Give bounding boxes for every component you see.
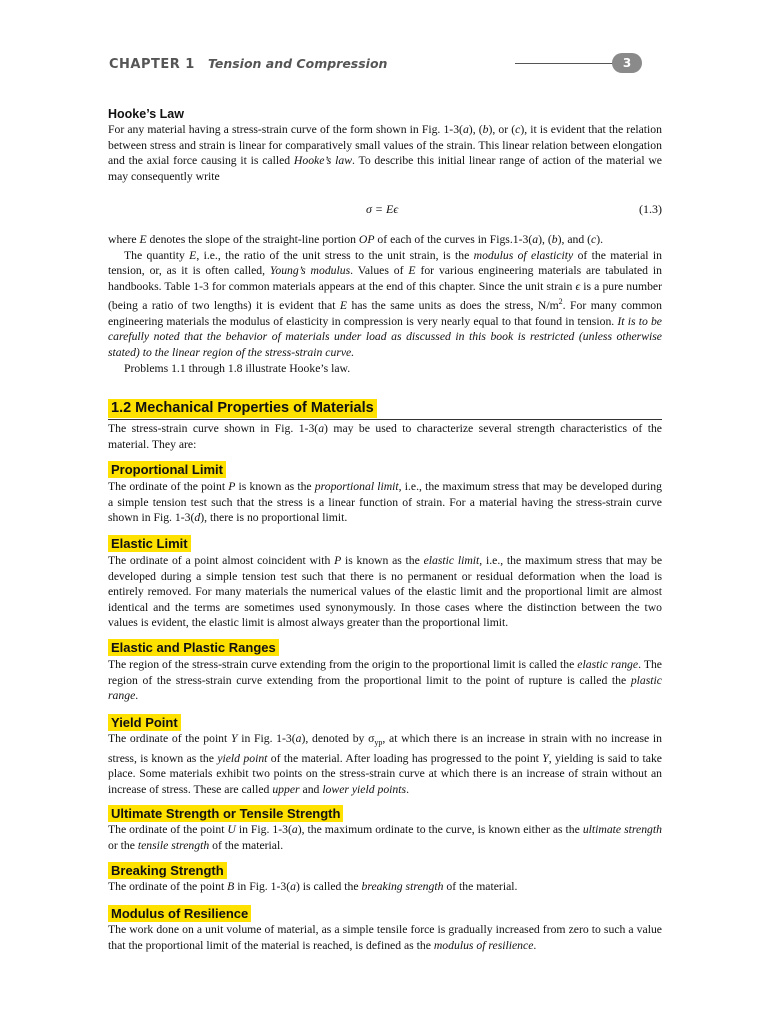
proportional-limit-heading: Proportional Limit [108,461,226,478]
section-heading [108,399,662,420]
breaking-strength-heading: Breaking Strength [108,862,227,879]
ultimate-strength-text: The ordinate of the point U in Fig. 1-3(a), the maximum ordinate to the curve, is known either as the ultimate strength or the tensile strength of the material. [108,823,662,852]
proportional-limit-text: The ordinate of the point P is known as the proportional limit, i.e., the maximum stress that may be developed during a simple tension test such that the stress is a linear function of strain. For a material having the stress-strain curve shown in Fig. 1-3(d), there is no proportional limit. [108,480,662,525]
elastic-plastic-ranges-text: The region of the stress-strain curve extending from the origin to the proportional limit is called the elastic range. The region of the stress-strain curve extending from the proportional limit to the point of rupture is called the plastic range. [108,658,662,703]
yield-point-heading: Yield Point [108,714,181,731]
equation-number: (1.3) [639,202,662,216]
elastic-limit-text: The ordinate of a point almost coincident with P is known as the elastic limit, i.e., the maximum stress that may be developed during a simple tension test such that there is no permanent or residual deformation when the load is entirely removed. For many materials the numerical values of the elastic limit and the proportional limit are almost identical and the terms are sometimes used synonymously. In those cases where the distinction between the two values is evident, the elastic limit is almost always greater than the proportional limit. [108,554,663,630]
elastic-limit-heading: Elastic Limit [108,535,191,552]
section-intro: The stress-strain curve shown in Fig. 1-3(a) may be used to characterize several strength characteristics of the material. They are: [108,422,662,451]
header-rule [515,63,625,64]
problems-reference: Problems 1.1 through 1.8 illustrate Hooke’s law. [124,361,351,375]
ultimate-strength-heading: Ultimate Strength or Tensile Strength [108,805,343,822]
modulus-of-resilience-heading: Modulus of Resilience [108,905,251,922]
modulus-of-resilience-text: The work done on a unit volume of material, as a simple tensile force is gradually increased from zero to such a value that the proportional limit of the material is reached, is defined as the modulus of resilience. [108,923,662,952]
breaking-strength-text: The ordinate of the point B in Fig. 1-3(a) is called the breaking strength of the material. [108,880,518,893]
section-title: 1.2 Mechanical Properties of Materials [108,399,377,418]
hookes-law-paragraph: For any material having a stress-strain curve of the form shown in Fig. 1-3(a), (b), or (c), it is evident that the relation between stress and strain is linear for comparatively small values of the strain. This linear relation between elongation and the axial force causing it is called Hooke’s law. To describe this initial linear range of action of the material we may consequently write [108,123,662,183]
running-header [109,53,387,73]
youngs-modulus-paragraphs: where E denotes the slope of the straight-line portion OP of each of the curves in Figs.1-3(a), (b), and (c). The quantity E, i.e., the ratio of the unit stress to the unit strain, is the modulus of elasticity of the material in tension, or, as it is often called, Young’s modulus. Values of E for various engineering materials are tabulated in handbooks. Table 1-3 for common materials appears at the end of this chapter. Since the unit strain ϵ is a pure number (being a ratio of two lengths) it is evident that E has the same units as does the stress, $N/m^2$. For many common engineering materials the modulus of elasticity in compression is very nearly equal to that found in tension. It is to be carefully noted that the behavior of materials under load as discussed in this book is restricted (unless otherwise stated) to the linear region of the stress-strain curve. Problems 1.1 through 1.8 illustrate Hooke’s law. [108,233,662,375]
chapter-label: CHAPTER 1 [109,57,195,72]
chapter-title: Tension and Compression [207,56,388,71]
equation-1-3 [108,202,662,218]
elastic-plastic-ranges-heading: Elastic and Plastic Ranges [108,639,279,656]
equation-formula: σ = Eϵ [366,202,399,216]
page-number-badge: 3 [612,53,642,73]
hookes-law-heading: Hooke’s Law [108,107,184,121]
yield-point-text: The ordinate of the point Y in Fig. 1-3(a), denoted by $\sigma_{yp}$, at which there is an increase in strain with no increase in stress, is known as the yield point of the material. After loading has progressed to the point Y, yielding is said to take place. Some materials exhibit two points on the stress-strain curve at which there is an increase of strain without an increase of stress. These are called upper and lower yield points. [108,732,663,796]
